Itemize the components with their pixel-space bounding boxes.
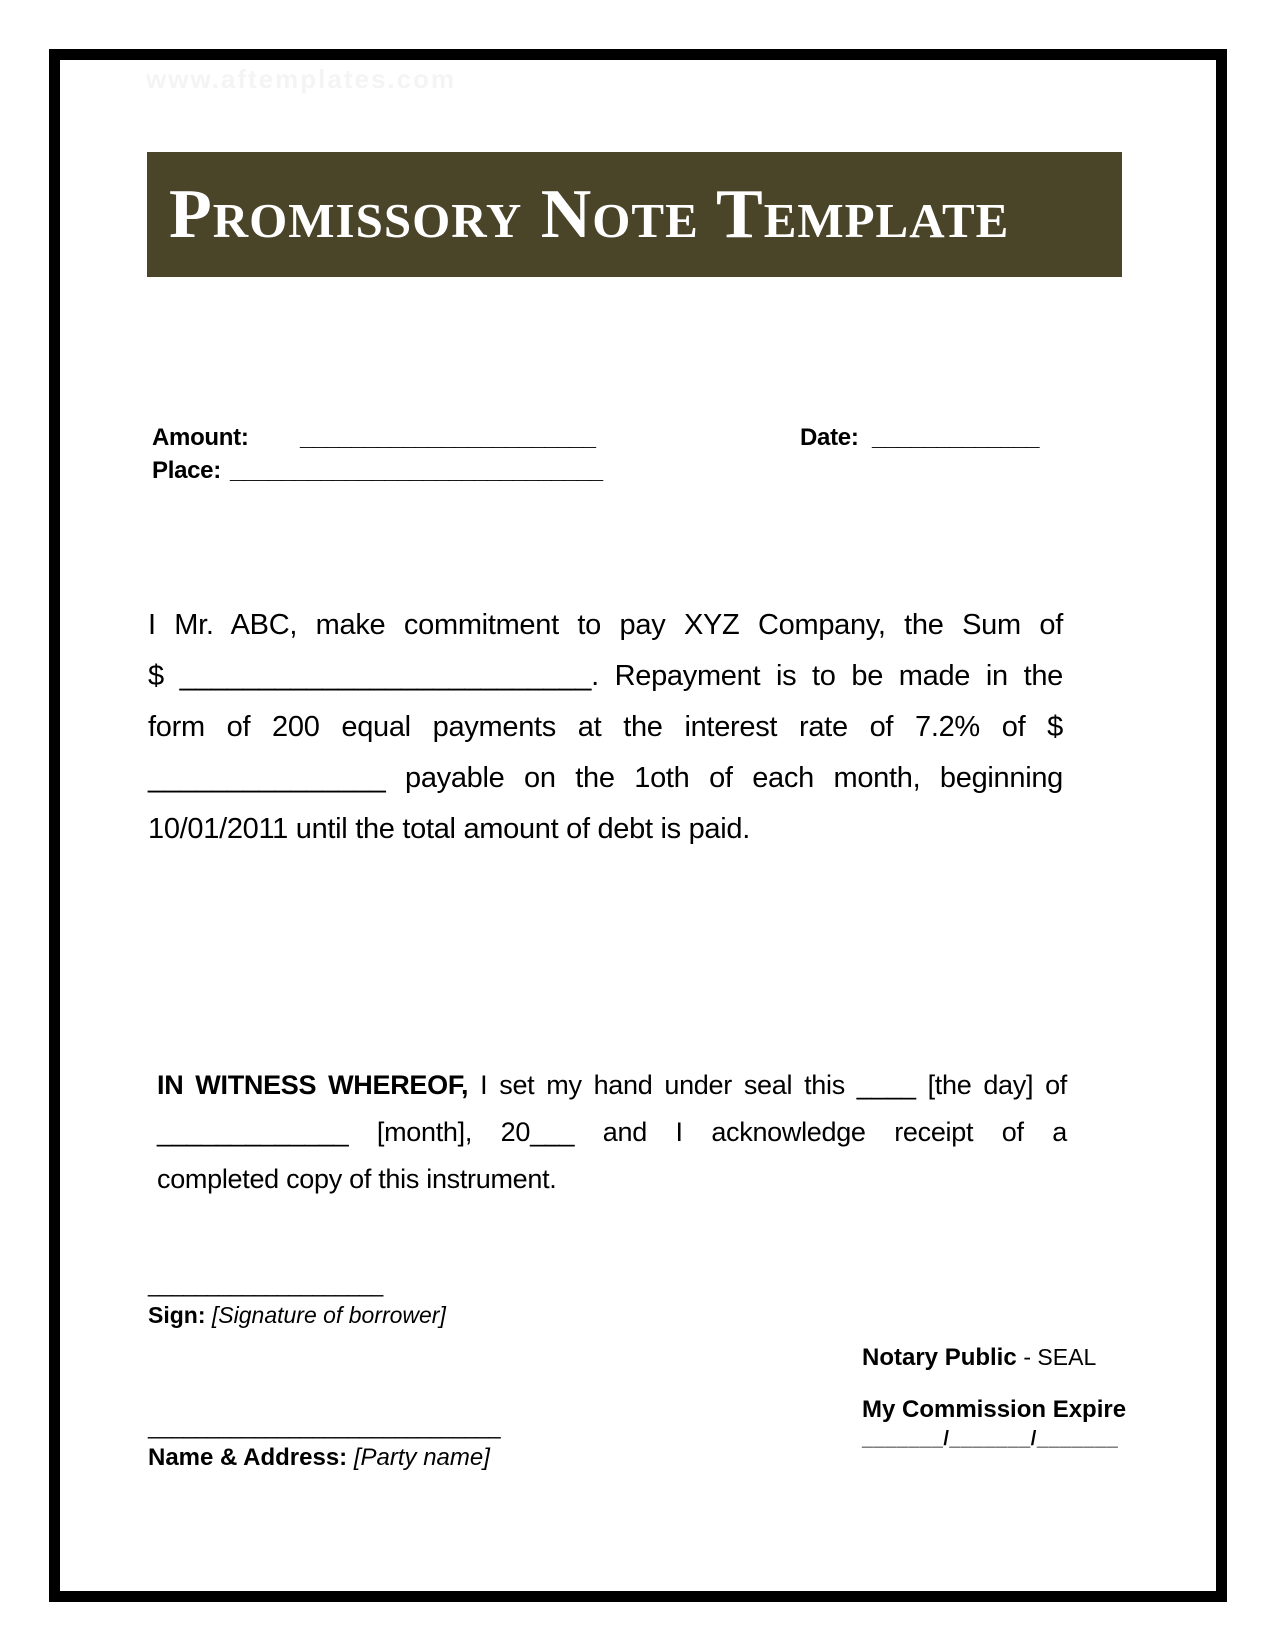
name-address-placeholder: [Party name] <box>353 1444 490 1471</box>
sign-blank-line: ____________________ <box>148 1272 383 1297</box>
commission-row <box>862 1396 1126 1424</box>
witness-paragraph <box>157 1062 1067 1203</box>
sign-placeholder: [Signature of borrower] <box>211 1302 446 1328</box>
commission-date-blanks: _______/_______/_______ <box>862 1428 1119 1450</box>
notary-row <box>862 1344 1096 1372</box>
witness-line: _____________ [month], 20___ and I acknowledge receipt of a <box>157 1117 1067 1147</box>
commission-label: My Commission Expire <box>862 1396 1127 1423</box>
witness-clause-bold: IN WITNESS WHEREOF, <box>157 1070 469 1100</box>
sign-label: Sign: <box>148 1302 206 1328</box>
paragraph-line: $ __________________________. Repayment is to be made in the <box>148 660 1063 692</box>
name-address-blank-line: ______________________________ <box>148 1414 501 1439</box>
watermark-text: www.aftemplates.com <box>146 64 457 94</box>
document-title: Promissory Note Template <box>169 175 1010 253</box>
notary-public-label: Notary Public <box>862 1344 1017 1371</box>
witness-line <box>157 1062 1067 1109</box>
amount-label: Amount: <box>152 424 249 451</box>
promise-paragraph <box>148 600 1063 855</box>
date-label: Date: <box>800 424 859 451</box>
paragraph-line: _______________ payable on the 1oth of each month, beginning <box>148 762 1063 794</box>
witness-line: completed copy of this instrument. <box>157 1164 557 1194</box>
name-address-row <box>148 1444 490 1472</box>
paragraph-line: form of 200 equal payments at the interest rate of 7.2% of $ <box>148 711 1063 743</box>
amount-blank-line: _______________________ <box>300 424 596 451</box>
sign-row <box>148 1302 446 1329</box>
date-blank-line: _____________ <box>872 424 1040 451</box>
paragraph-line: 10/01/2011 until the total amount of debt is paid. <box>148 813 750 845</box>
place-blank-line: _____________________________ <box>230 457 603 484</box>
witness-clause-rest: I set my hand under seal this ____ [the day] of <box>468 1070 1067 1100</box>
seal-label: - SEAL <box>1023 1344 1097 1370</box>
title-banner <box>147 152 1122 277</box>
paragraph-line: I Mr. ABC, make commitment to pay XYZ Company, the Sum of <box>148 609 1063 641</box>
name-address-label: Name & Address: <box>148 1444 348 1471</box>
place-label: Place: <box>152 457 221 484</box>
